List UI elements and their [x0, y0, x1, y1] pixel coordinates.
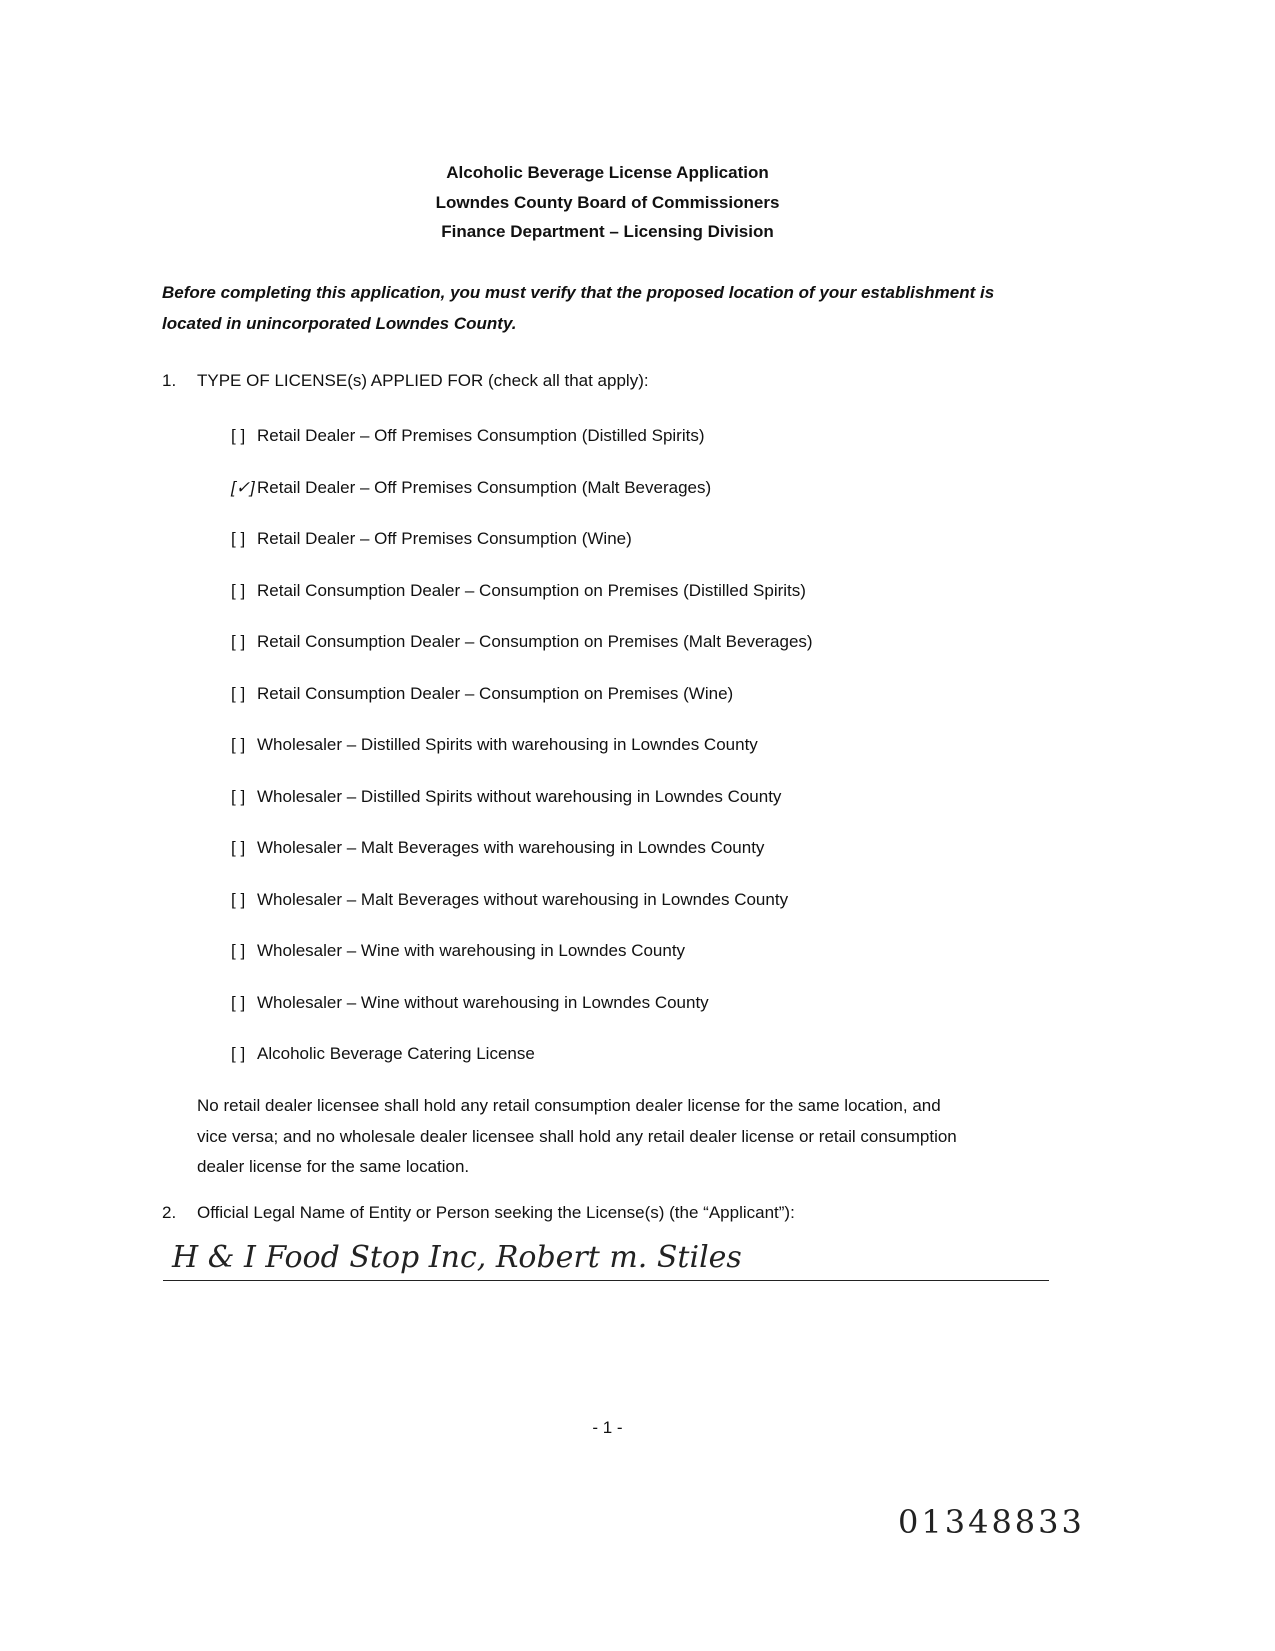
note-line-2: vice versa; and no wholesale dealer licensee shall hold any retail dealer license or retail consumption [197, 1126, 957, 1146]
license-option-label: Wholesaler – Distilled Spirits without warehousing in Lowndes County [257, 786, 782, 806]
license-option[interactable] [231, 529, 632, 549]
checkbox[interactable]: [ ] [231, 786, 246, 806]
checkbox[interactable]: [ ] [231, 889, 246, 909]
license-option-label: Wholesaler – Wine with warehousing in Lowndes County [257, 941, 686, 960]
applicant-name-field[interactable]: H & I Food Stop Inc, Robert m. Stiles [172, 1240, 742, 1275]
license-option-label: Wholesaler – Distilled Spirits with warehousing in Lowndes County [257, 735, 758, 754]
question-text: TYPE OF LICENSE(s) APPLIED FOR (check all that apply): [197, 371, 649, 390]
license-option-label: Retail Consumption Dealer – Consumption on Premises (Wine) [257, 683, 734, 703]
intro-line-1: Before completing this application, you must verify that the proposed location of your establishment is [162, 283, 995, 302]
checkbox[interactable]: [ ] [231, 683, 246, 703]
page-number: - 1 - [592, 1418, 623, 1437]
checkbox[interactable]: [ ] [231, 632, 246, 651]
license-option-label: Alcoholic Beverage Catering License [257, 1044, 535, 1063]
note-line-3: dealer license for the same location. [197, 1157, 470, 1176]
license-option-label: Retail Consumption Dealer – Consumption on Premises (Distilled Spirits) [257, 580, 806, 600]
question-2-label [162, 1203, 795, 1223]
license-option[interactable] [231, 684, 733, 704]
license-option[interactable] [231, 632, 813, 652]
license-option-label: Retail Dealer – Off Premises Consumption (Wine) [257, 529, 632, 548]
intro-line-2: located in unincorporated Lowndes County. [162, 314, 517, 333]
checkbox[interactable]: [ ] [231, 735, 246, 754]
license-restriction-note [197, 1091, 957, 1183]
handwritten-document-number: 01348833 [898, 1503, 1085, 1541]
checked-checkbox[interactable]: [✓] [231, 477, 255, 497]
license-option[interactable] [231, 478, 711, 498]
license-option[interactable] [231, 838, 764, 858]
question-number: 2. [162, 1203, 177, 1222]
license-option[interactable] [231, 890, 788, 910]
checkbox[interactable]: [ ] [231, 426, 246, 445]
license-option[interactable] [231, 787, 781, 807]
license-option-label: Wholesaler – Malt Beverages with warehousing in Lowndes County [257, 838, 765, 857]
license-option-label: Retail Consumption Dealer – Consumption on Premises (Malt Beverages) [257, 632, 813, 651]
checkbox[interactable]: [ ] [231, 838, 246, 857]
question-1-label [162, 371, 649, 391]
intro-instruction [162, 277, 994, 339]
license-option[interactable] [231, 581, 806, 601]
license-option[interactable] [231, 426, 705, 446]
license-option-label: Retail Dealer – Off Premises Consumption (Malt Beverages) [257, 477, 712, 497]
license-option-label: Wholesaler – Malt Beverages without warehousing in Lowndes County [257, 889, 789, 909]
question-number: 1. [162, 371, 177, 390]
license-option[interactable] [231, 941, 685, 961]
checkbox[interactable]: [ ] [231, 580, 246, 600]
license-option[interactable] [231, 1044, 535, 1064]
applicant-name-underline [163, 1280, 1049, 1281]
checkbox[interactable]: [ ] [231, 1044, 246, 1063]
license-option-label: Retail Dealer – Off Premises Consumption (Distilled Spirits) [257, 426, 705, 445]
question-text: Official Legal Name of Entity or Person seeking the License(s) (the “Applicant”): [197, 1203, 795, 1222]
note-line-1: No retail dealer licensee shall hold any retail consumption dealer license for the same location, and [197, 1096, 941, 1115]
document-subtitle-board: Lowndes County Board of Commissioners [435, 193, 780, 212]
document-title: Alcoholic Beverage License Application [446, 163, 769, 182]
checkbox[interactable]: [ ] [231, 941, 246, 960]
license-option[interactable] [231, 735, 758, 755]
checkbox[interactable]: [ ] [231, 992, 246, 1012]
license-option[interactable] [231, 993, 709, 1013]
document-subtitle-department: Finance Department – Licensing Division [441, 222, 774, 241]
license-option-label: Wholesaler – Wine without warehousing in Lowndes County [257, 992, 709, 1012]
checkbox[interactable]: [ ] [231, 529, 246, 548]
